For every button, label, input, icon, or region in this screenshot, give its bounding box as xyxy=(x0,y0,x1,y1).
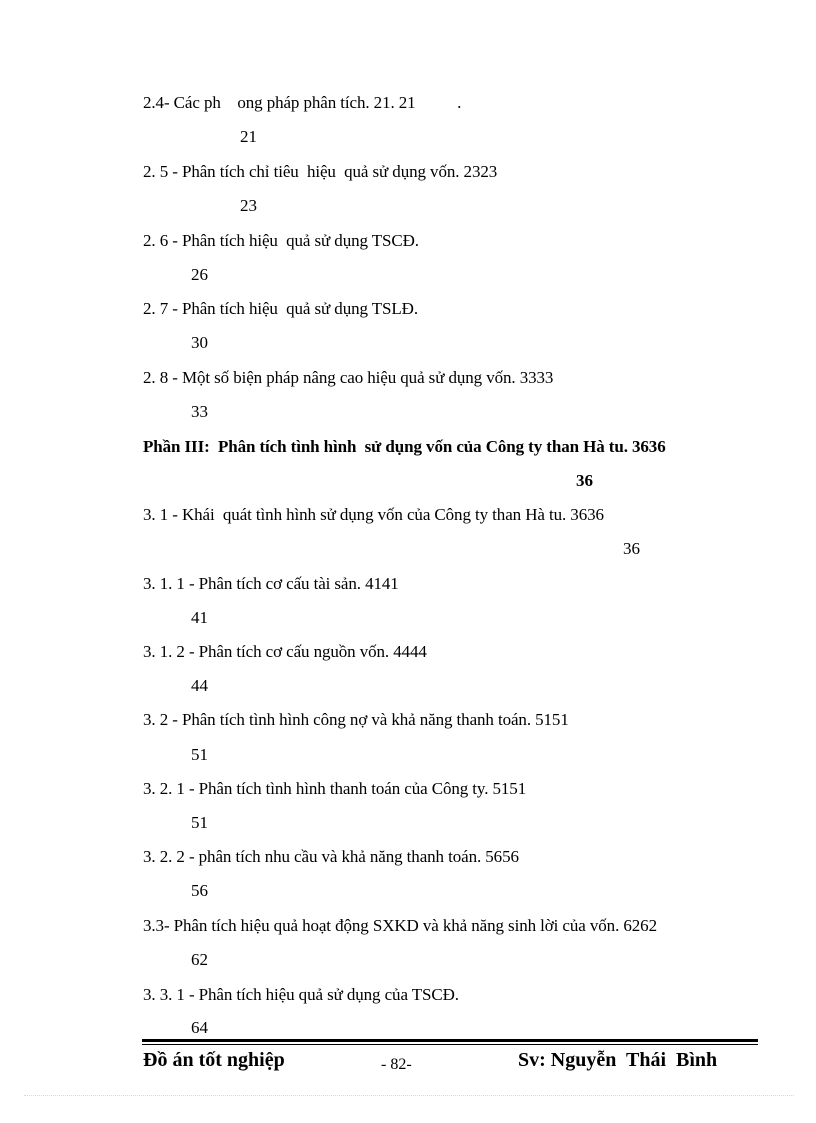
toc-entry-2-7: 2. 7 - Phân tích hiệu quả sử dụng TSLĐ. xyxy=(143,299,418,318)
toc-page-number: 62 xyxy=(191,950,208,969)
toc-entry-2-8: 2. 8 - Một số biện pháp nâng cao hiệu quả sử dụng vốn. 3333 xyxy=(143,368,554,387)
footer-page-number xyxy=(381,1050,412,1078)
toc-entry-2-6: 2. 6 - Phân tích hiệu quả sử dụng TSCĐ. xyxy=(143,231,419,250)
toc-page-number: 56 xyxy=(191,881,208,900)
toc-page-number: 36 xyxy=(623,539,640,558)
toc-entry-3-1-2: 3. 1. 2 - Phân tích cơ cấu nguồn vốn. 4444 xyxy=(143,642,427,661)
toc-entry-3-2: 3. 2 - Phân tích tình hình công nợ và khả năng thanh toán. 5151 xyxy=(143,710,569,729)
toc-page-number: 26 xyxy=(191,265,208,284)
toc-entry-2-4: 2.4- Các ph ong pháp phân tích. 21. 21 . xyxy=(143,93,462,112)
toc-entry-2-5: 2. 5 - Phân tích chỉ tiêu hiệu quả sử dụng vốn. 2323 xyxy=(143,162,498,181)
toc-page-number: 36 xyxy=(576,471,593,490)
toc-entry-3-2-1: 3. 2. 1 - Phân tích tình hình thanh toán của Công ty. 5151 xyxy=(143,779,527,798)
toc-page-number: 33 xyxy=(191,402,208,421)
toc-page-number: 44 xyxy=(191,676,208,695)
footer-rule-thin xyxy=(142,1044,758,1045)
toc-page-number: 21 xyxy=(240,127,257,146)
footer-student-name: Sv: Nguyễn Thái Bình xyxy=(518,1049,718,1071)
toc-entry-3-2-2: 3. 2. 2 - phân tích nhu cầu và khả năng thanh toán. 5656 xyxy=(143,847,519,866)
footer-title: Đồ án tốt nghiệp xyxy=(143,1049,285,1071)
toc-section-part-3: Phần III: Phân tích tình hình sử dụng vốn của Công ty than Hà tu. 3636 xyxy=(143,437,666,456)
toc-page-number: 41 xyxy=(191,608,208,627)
footer-page-number-text: - 82- xyxy=(381,1056,412,1073)
toc-page-number: 23 xyxy=(240,196,257,215)
toc-entry-3-3-1: 3. 3. 1 - Phân tích hiệu quả sử dụng của TSCĐ. xyxy=(143,985,459,1004)
footer-rule-thick xyxy=(142,1039,758,1042)
toc-page-number: 64 xyxy=(191,1018,208,1037)
toc-page-number: 30 xyxy=(191,333,208,352)
toc-entry-3-1-1: 3. 1. 1 - Phân tích cơ cấu tài sản. 4141 xyxy=(143,574,399,593)
toc-page-number: 51 xyxy=(191,745,208,764)
toc-page-number: 51 xyxy=(191,813,208,832)
page-edge-divider xyxy=(24,1095,794,1096)
toc-entry-3-1: 3. 1 - Khái quát tình hình sử dụng vốn của Công ty than Hà tu. 3636 xyxy=(143,505,604,524)
toc-entry-3-3: 3.3- Phân tích hiệu quả hoạt động SXKD và khả năng sinh lời của vốn. 6262 xyxy=(143,916,657,935)
